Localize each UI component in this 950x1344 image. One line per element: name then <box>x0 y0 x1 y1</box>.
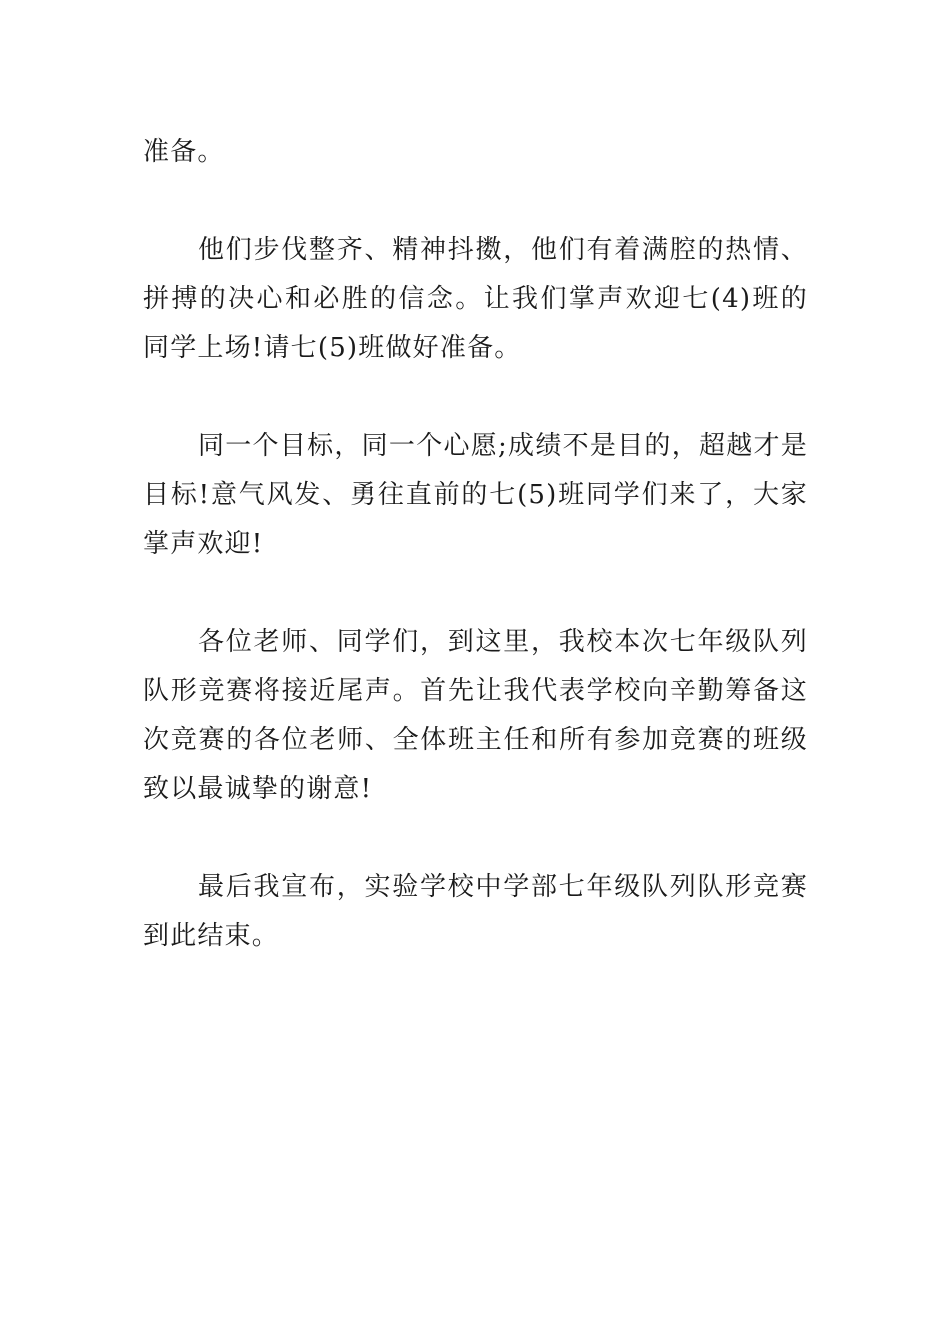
paragraph: 最后我宣布，实验学校中学部七年级队列队形竞赛到此结束。 <box>143 872 808 951</box>
paragraph-continuation: 准备。 <box>143 137 225 167</box>
paragraph: 他们步伐整齐、精神抖擞，他们有着满腔的热情、拼搏的决心和必胜的信念。让我们掌声欢迎七(4)班的同学上场!请七(5)班做好准备。 <box>143 235 808 363</box>
paragraph: 各位老师、同学们，到这里，我校本次七年级队列队形竞赛将接近尾声。首先让我代表学校向辛勤筹备这次竞赛的各位老师、全体班主任和所有参加竞赛的班级致以最诚挚的谢意! <box>143 627 808 804</box>
paragraph: 同一个目标，同一个心愿;成绩不是目的，超越才是目标!意气风发、勇往直前的七(5)班同学们来了，大家掌声欢迎! <box>143 431 808 559</box>
document-body <box>143 128 808 1010</box>
